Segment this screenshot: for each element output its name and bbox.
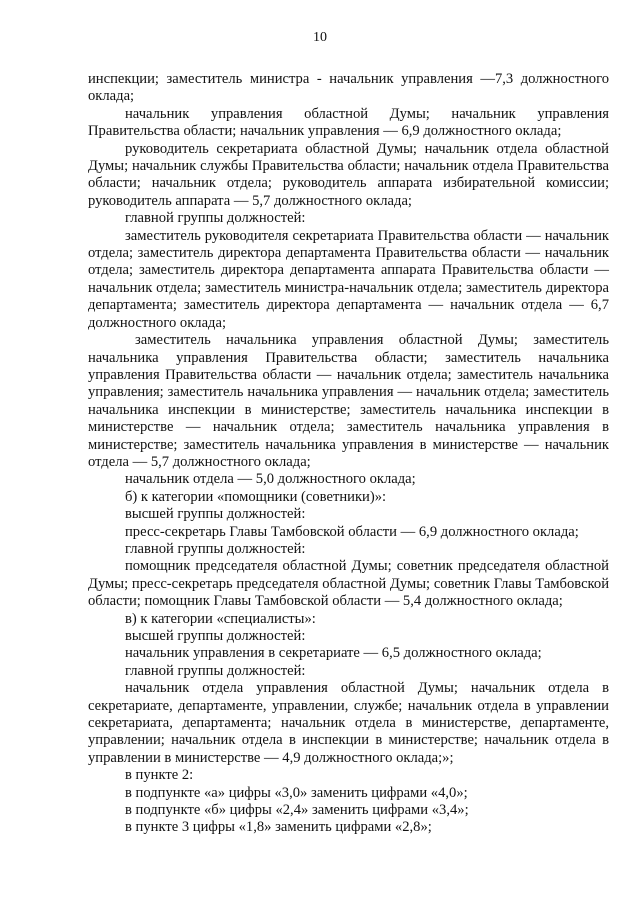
- paragraph: заместитель начальника управления областной Думы; заместитель начальника управления Правительства области; заместитель начальника управления Правительства области — начальник отдела; заместитель начальника управления; заместитель начальника управления — начальник отдела; заместитель начальника инспекции в министерстве; заместитель начальника инспекции в министерстве — начальник отдела; заместитель начальника управления в министерстве; заместитель начальника управления в министерстве — начальник отдела — 5,7 должностного оклада;: [88, 332, 609, 470]
- paragraph-continuation: инспекции; заместитель министра - начальник управления —7,3 должностного оклада;: [88, 71, 609, 105]
- paragraph: руководитель секретариата областной Думы; начальник отдела областной Думы; начальник службы Правительства области; начальник отдела Правительства области; начальник отдела; руководитель аппарата избирательной комиссии; руководитель аппарата — 5,7 должностного оклада;: [88, 140, 609, 209]
- group-heading: главной группы должностей:: [125, 540, 306, 557]
- category-heading: б) к категории «помощники (советники)»:: [125, 488, 387, 505]
- category-heading: в) к категории «специалисты»:: [125, 610, 316, 627]
- paragraph: в пункте 2:: [125, 767, 194, 784]
- paragraph: начальник управления областной Думы; начальник управления Правительства области; начальник управления — 6,9 должностного оклада;: [88, 105, 609, 140]
- paragraph: начальник управления в секретариате — 6,5 должностного оклада;: [125, 645, 542, 662]
- paragraph: начальник отдела управления областной Думы; начальник отдела в секретариате, департаменте, управлении, службе; начальник отдела в управлении секретариата, департамента; начальник отдела в министерстве, департаменте, управлении; начальник отдела в инспекции в министерстве; начальник отдела в управлении в министерстве — 4,9 должностного оклада;»;: [88, 680, 609, 766]
- group-heading: высшей группы должностей:: [125, 628, 306, 644]
- paragraph: в подпункте «б» цифры «2,4» заменить цифрами «3,4»;: [125, 802, 469, 819]
- document-body: [88, 71, 609, 837]
- group-heading: главной группы должностей:: [125, 662, 306, 679]
- group-heading: главной группы должностей:: [125, 210, 306, 227]
- paragraph: начальник отдела — 5,0 должностного оклада;: [125, 471, 416, 488]
- paragraph: помощник председателя областной Думы; советник председателя областной Думы; пресс-секретарь председателя областной Думы; советник Главы Тамбовской области; помощник Главы Тамбовской области — 5,4 должностного оклада;: [88, 558, 609, 610]
- page-number: 10: [313, 30, 327, 45]
- paragraph: пресс-секретарь Главы Тамбовской области — 6,9 должностного оклада;: [125, 523, 579, 540]
- paragraph: в подпункте «а» цифры «3,0» заменить цифрами «4,0»;: [125, 784, 468, 801]
- group-heading: высшей группы должностей:: [125, 506, 306, 523]
- paragraph: в пункте 3 цифры «1,8» заменить цифрами «2,8»;: [125, 819, 432, 836]
- paragraph: заместитель руководителя секретариата Правительства области — начальник отдела; заместитель директора департамента Правительства области — начальник отдела; заместитель директора департамента аппарата Правительства области — начальник отдела; заместитель министра-начальник отдела; заместитель директора департамента; заместитель директора департамента — начальник отдела — 6,7 должностного оклада;: [88, 227, 609, 331]
